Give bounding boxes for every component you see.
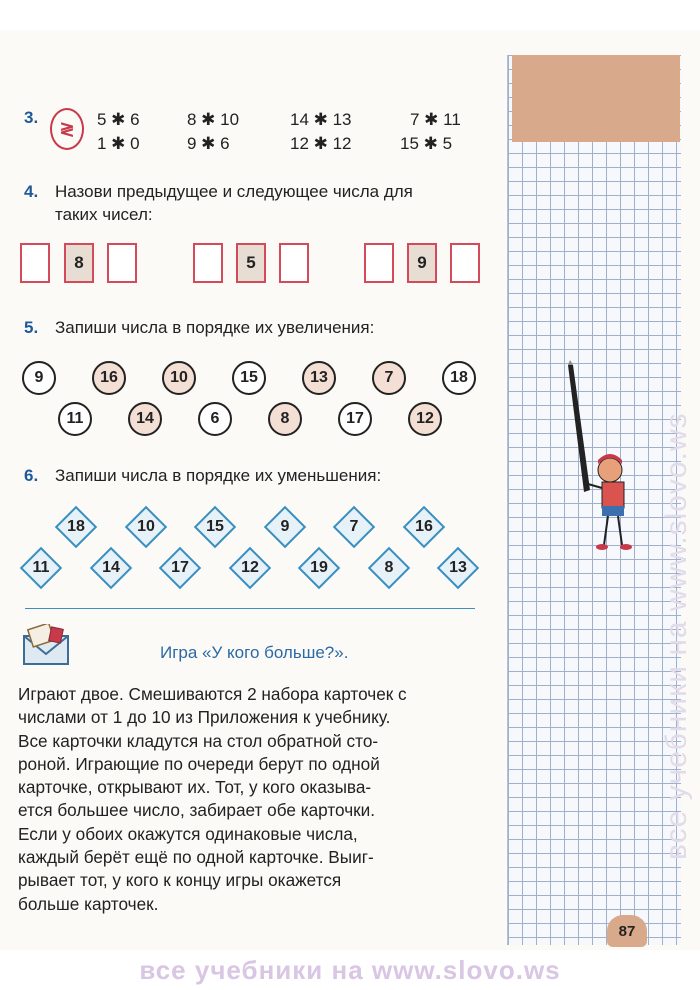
number-circle: 15 <box>232 361 266 395</box>
expression-8: 15 ✱ 5 <box>400 134 453 153</box>
number-circle: 12 <box>408 402 442 436</box>
game-rules-line: карточке, открывают их. Тот, у кого оказыва- <box>18 777 372 798</box>
game-rules-line: Все карточки кладутся на стол обратной сто- <box>18 730 379 751</box>
game-rules-text <box>18 683 476 916</box>
answer-box[interactable] <box>450 243 480 283</box>
task-6-text: Запиши числа в порядке их уменьшения: <box>55 466 382 485</box>
expression-4: 9 ✱ 6 <box>187 134 230 153</box>
number-circle: 9 <box>22 361 56 395</box>
game-rules-line: больше карточек. <box>18 893 159 914</box>
number-diamond: 11 <box>19 546 63 590</box>
pencil-writing-icon: ≷ <box>50 108 84 150</box>
task-6-number: 6. <box>24 466 39 485</box>
game-rules-line: роной. Играющие по очереди берут по одной <box>18 753 380 774</box>
number-diamond: 13 <box>436 546 480 590</box>
game-rules-line: рывает тот, у кого к концу игры окажется <box>18 870 342 891</box>
answer-box[interactable] <box>279 243 309 283</box>
section-divider <box>25 608 475 609</box>
expression-6: 12 ✱ 12 <box>290 134 352 153</box>
answer-box[interactable] <box>193 243 223 283</box>
side-watermark: все учебники на www.slovo.ws <box>660 412 693 860</box>
game-rules-line: Если у обоих окажутся одинаковые числа, <box>18 823 358 844</box>
expression-7: 7 ✱ 11 <box>410 110 461 129</box>
game-title: Игра «У кого больше?». <box>160 643 349 662</box>
expression-3: 8 ✱ 10 <box>187 110 240 129</box>
expression-2: 1 ✱ 0 <box>97 134 140 153</box>
number-circle: 14 <box>128 402 162 436</box>
bottom-watermark[interactable]: все учебники на www.slovo.ws <box>139 955 561 985</box>
task-4-text-line2: таких чисел: <box>55 205 153 224</box>
expression-1: 5 ✱ 6 <box>97 110 140 129</box>
task-3-number: 3. <box>24 108 39 127</box>
expression-5: 14 ✱ 13 <box>290 110 352 129</box>
number-diamond: 7 <box>332 505 376 549</box>
number-diamond: 17 <box>158 546 202 590</box>
number-diamond: 19 <box>297 546 341 590</box>
envelope-icon <box>22 624 70 666</box>
game-rules-line: Играют двое. Смешиваются 2 набора карточек с <box>18 684 407 704</box>
number-circle: 7 <box>372 361 406 395</box>
task-5-number: 5. <box>24 318 39 337</box>
game-rules-line: каждый берёт ещё по одной карточке. Выиг- <box>18 847 374 868</box>
number-circle: 8 <box>268 402 302 436</box>
task-4-number: 4. <box>24 182 39 201</box>
given-number-box: 9 <box>407 243 437 283</box>
number-diamond: 12 <box>228 546 272 590</box>
boy-with-pencil-illustration <box>560 360 640 560</box>
answer-box[interactable] <box>364 243 394 283</box>
number-diamond: 15 <box>193 505 237 549</box>
given-number-box: 8 <box>64 243 94 283</box>
number-circle: 10 <box>162 361 196 395</box>
game-rules-line: ется большее число, забирает обе карточки. <box>18 800 376 821</box>
task-5-text: Запиши числа в порядке их увеличения: <box>55 318 375 337</box>
number-diamond: 8 <box>367 546 411 590</box>
answer-box[interactable] <box>107 243 137 283</box>
task-4-text-line1: Назови предыдущее и следующее числа для <box>55 182 413 201</box>
answer-box[interactable] <box>20 243 50 283</box>
given-number-box: 5 <box>236 243 266 283</box>
page-number: 87 <box>607 915 647 947</box>
game-rules-line: числами от 1 до 10 из Приложения к учебнику. <box>18 707 391 728</box>
number-diamond: 9 <box>263 505 307 549</box>
number-diamond: 18 <box>54 505 98 549</box>
number-circle: 18 <box>442 361 476 395</box>
number-diamond: 16 <box>402 505 446 549</box>
number-circle: 17 <box>338 402 372 436</box>
number-circle: 11 <box>58 402 92 436</box>
number-diamond: 14 <box>89 546 133 590</box>
number-circle: 16 <box>92 361 126 395</box>
number-circle: 6 <box>198 402 232 436</box>
number-circle: 13 <box>302 361 336 395</box>
tan-header-block <box>512 55 680 142</box>
number-diamond: 10 <box>124 505 168 549</box>
